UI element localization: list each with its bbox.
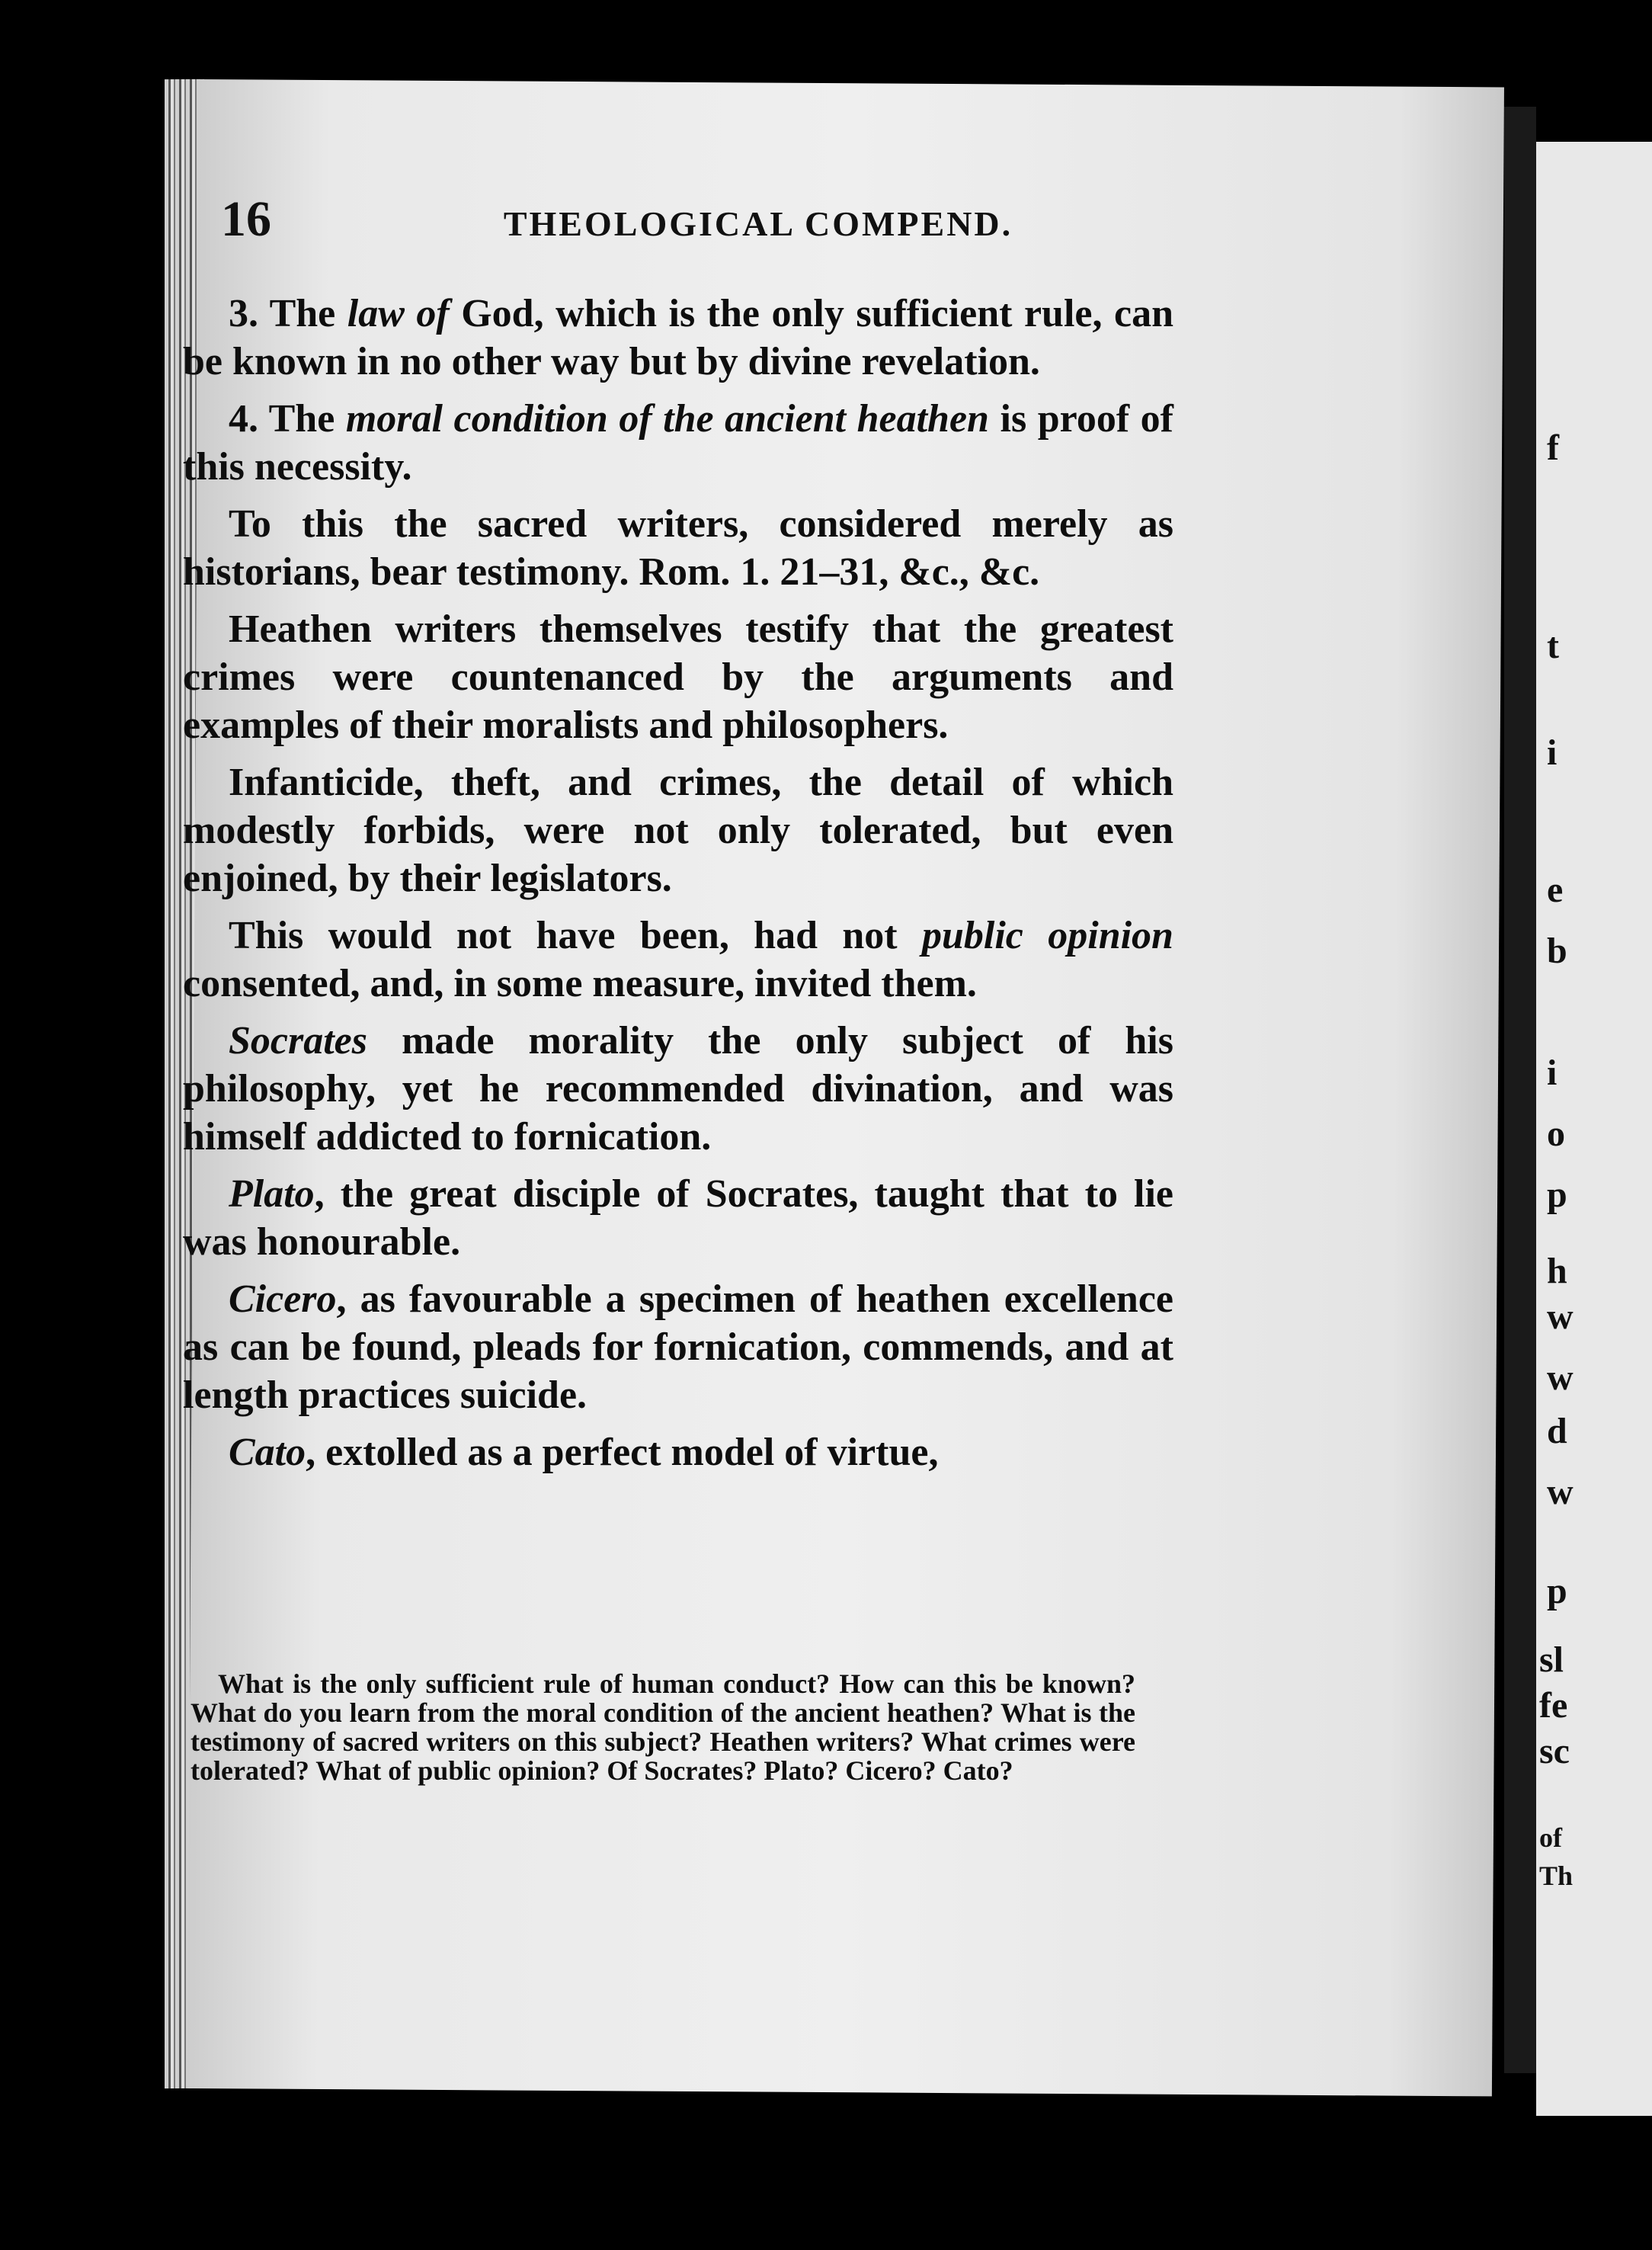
paragraph bbox=[183, 1017, 1173, 1161]
page-number: 16 bbox=[221, 191, 271, 247]
text-run: is proof of this necessity. bbox=[183, 397, 1173, 489]
review-questions bbox=[190, 1669, 1135, 1785]
running-head bbox=[221, 191, 1166, 248]
facing-page bbox=[1536, 142, 1652, 2116]
text-run: consented, and, in some measure, invited them. bbox=[183, 962, 977, 1005]
facing-page-fragment: i bbox=[1547, 1053, 1558, 1093]
text-run: , as favourable a specimen of heathen excellence as can be found, pleads for fornication, commends, and at length practices suicide. bbox=[183, 1277, 1173, 1417]
facing-page-fragment: sc bbox=[1539, 1731, 1570, 1771]
paragraph bbox=[183, 290, 1173, 386]
paragraph bbox=[183, 1428, 1173, 1476]
italic-text: Socrates bbox=[229, 1019, 367, 1062]
italic-text: Cicero bbox=[229, 1277, 337, 1321]
italic-text: moral condition of the ancient heathen bbox=[345, 397, 989, 441]
facing-page-fragment: o bbox=[1547, 1114, 1565, 1154]
facing-page-fragment: p bbox=[1547, 1571, 1567, 1611]
text-run: Heathen writers themselves testify that the greatest crimes were countenanced by the arguments and examples of their moralists and philosophers. bbox=[183, 607, 1173, 747]
facing-page-fragment: b bbox=[1547, 931, 1567, 971]
text-run: , the great disciple of Socrates, taught that to lie was honourable. bbox=[183, 1172, 1173, 1264]
italic-text: law of bbox=[347, 292, 450, 335]
text-run: , extolled as a perfect model of virtue, bbox=[306, 1431, 939, 1474]
italic-text: public opinion bbox=[921, 914, 1173, 957]
paragraph bbox=[183, 1170, 1173, 1266]
text-run: This would not have been, had not bbox=[229, 914, 922, 957]
facing-page-fragment: w bbox=[1547, 1296, 1574, 1337]
text-run: God, which is the only sufficient rule, can be known in no other way but by divine revelation. bbox=[183, 292, 1173, 383]
facing-page-fragment: w bbox=[1547, 1357, 1574, 1398]
facing-page-fragment: sl bbox=[1539, 1639, 1564, 1680]
body-text bbox=[183, 290, 1173, 1486]
paragraph bbox=[183, 605, 1173, 749]
facing-page-fragment: f bbox=[1547, 428, 1559, 468]
facing-page-fragment: h bbox=[1547, 1251, 1567, 1291]
facing-page-fragment: i bbox=[1547, 732, 1558, 773]
facing-page-fragment: of bbox=[1539, 1822, 1562, 1853]
paragraph bbox=[183, 758, 1173, 902]
book-gutter bbox=[1504, 107, 1536, 2073]
paragraph bbox=[183, 500, 1173, 596]
text-run: made morality the only subject of his philosophy, yet he recommended divination, and was himself addicted to fornication. bbox=[183, 1019, 1173, 1159]
facing-page-fragment: e bbox=[1547, 870, 1564, 910]
italic-text: Plato bbox=[229, 1172, 315, 1216]
facing-page-fragment: t bbox=[1547, 626, 1559, 666]
facing-page-fragment: p bbox=[1547, 1175, 1567, 1215]
running-title: THEOLOGICAL COMPEND. bbox=[503, 204, 1013, 243]
facing-page-fragment: Th bbox=[1539, 1861, 1574, 1891]
review-questions-text: What is the only sufficient rule of human conduct? How can this be known? What do you learn from the moral condition of the ancient heathen? What is the testimony of sacred writers on this subject? Heathen writers? What crimes were tolerated? What of public opinion? Of Socrates? Plato? Cicero? Cato? bbox=[190, 1668, 1135, 1786]
text-run: 4. The bbox=[229, 397, 346, 441]
italic-text: Cato bbox=[229, 1431, 306, 1474]
paragraph bbox=[183, 395, 1173, 491]
paragraph bbox=[183, 912, 1173, 1008]
facing-page-fragment: fe bbox=[1539, 1685, 1568, 1726]
text-run: To this the sacred writers, considered merely as historians, bear testimony. Rom. 1. 21–31, &c., &c. bbox=[183, 502, 1173, 594]
facing-page-fragment: w bbox=[1547, 1472, 1574, 1512]
text-run: Infanticide, theft, and crimes, the detail of which modestly forbids, were not only tolerated, but even enjoined, by their legislators. bbox=[183, 761, 1173, 900]
paragraph bbox=[183, 1275, 1173, 1419]
facing-page-fragment: d bbox=[1547, 1411, 1567, 1451]
text-run: 3. The bbox=[229, 292, 347, 335]
